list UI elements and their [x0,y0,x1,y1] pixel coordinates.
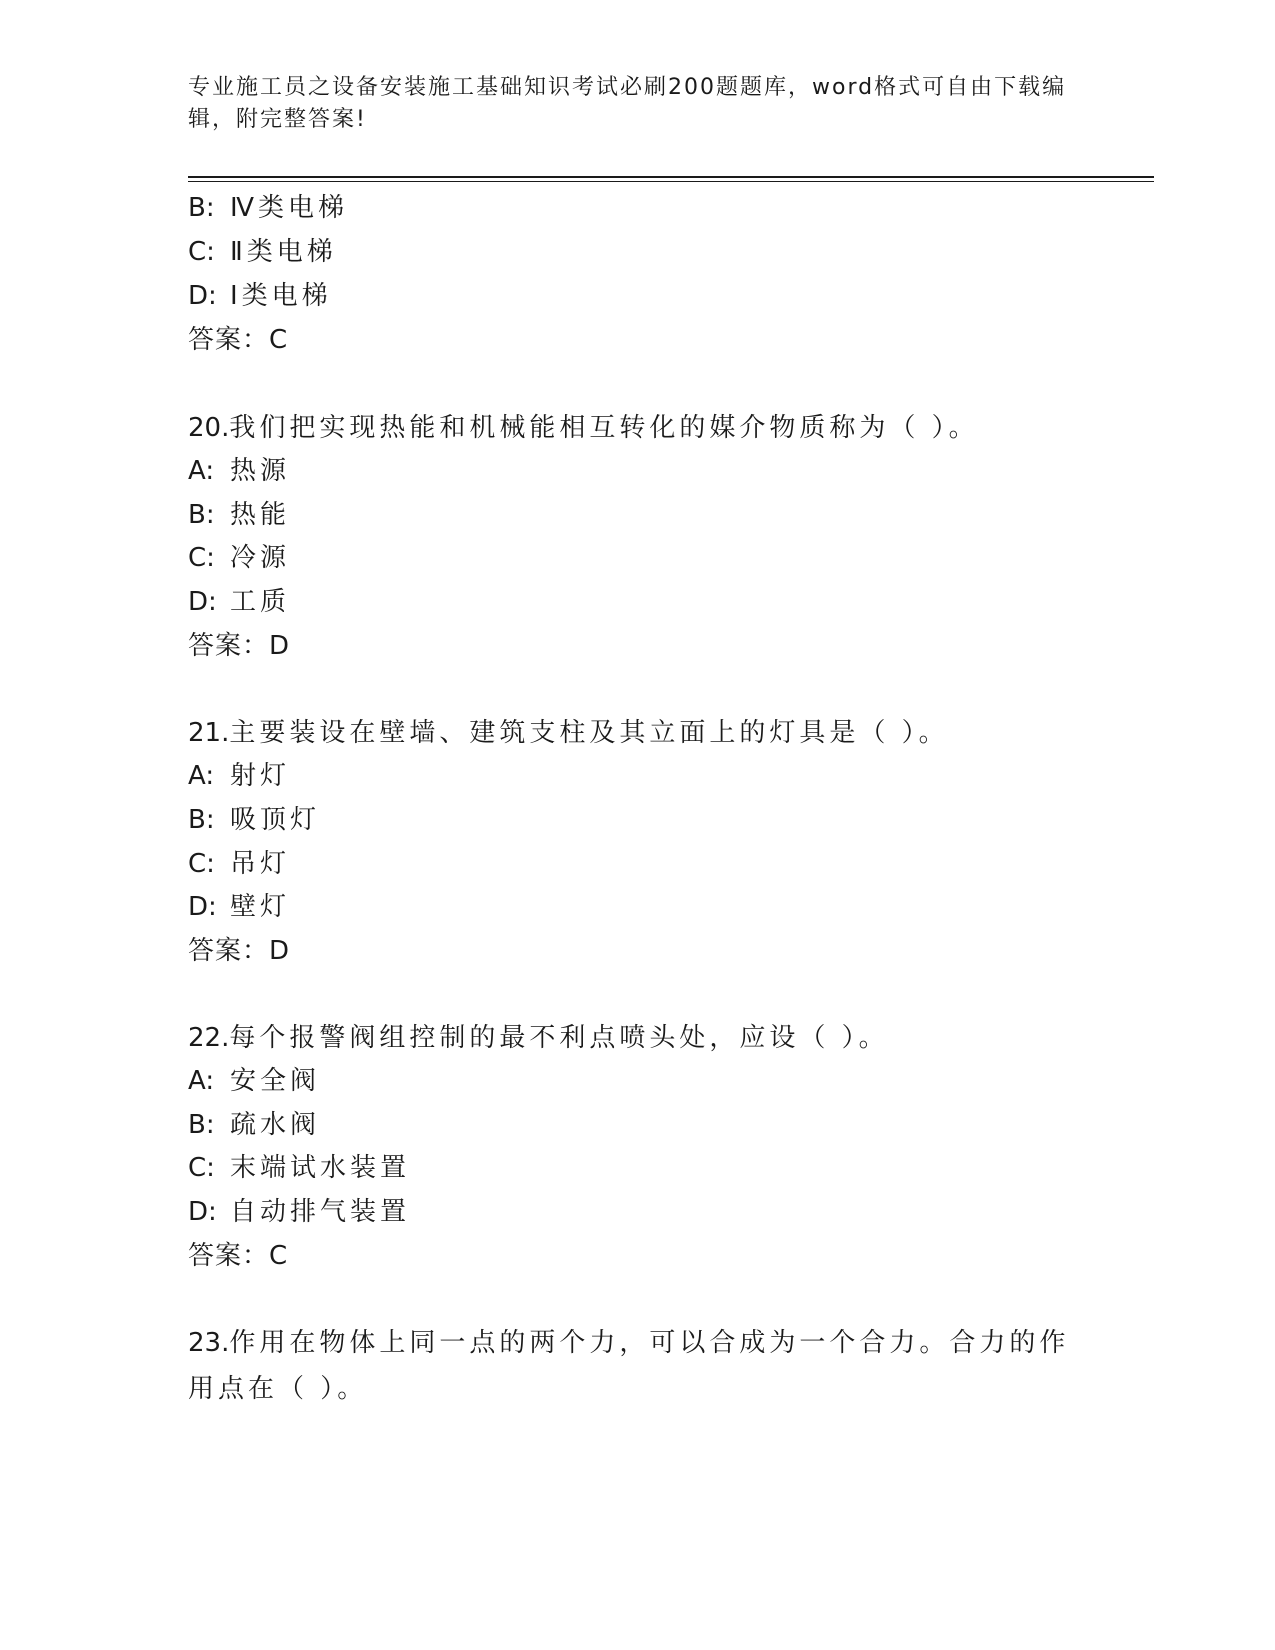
q19-option-d [188,280,332,312]
option-label: C: [188,1153,215,1183]
q22-option-d [188,1196,410,1228]
q21-option-a [188,760,290,792]
option-label: D: [188,1197,217,1227]
q20-option-d [188,586,290,618]
option-label: C: [188,849,215,879]
q20-answer: 答案：D [188,631,291,661]
q22-answer: 答案：C [188,1241,289,1271]
option-label: D: [188,587,217,617]
q21-option-c [188,848,290,880]
question-text: 我们把实现热能和机械能相互转化的媒介物质称为（ ）。 [229,413,979,443]
option-text: 疏水阀 [230,1110,321,1140]
option-text: 热能 [230,500,291,530]
q23-question [188,1320,1088,1412]
question-text: 主要装设在壁墙、建筑支柱及其立面上的灯具是（ ）。 [229,718,949,748]
option-text: 吊灯 [230,849,291,879]
option-text: 热源 [230,456,291,486]
q22-question [188,1022,889,1054]
question-text: 作用在物体上同一点的两个力，可以合成为一个合力。合力的作用点在（ ）。 [188,1328,1070,1404]
question-number: 21. [188,718,230,748]
option-text: Ⅰ类电梯 [230,281,332,311]
option-text: 自动排气装置 [230,1197,411,1227]
option-label: A: [188,1066,215,1096]
option-label: D: [188,281,217,311]
option-text: Ⅳ类电梯 [230,193,348,223]
question-text: 每个报警阀组控制的最不利点喷头处，应设（ ）。 [229,1023,889,1053]
question-number: 23. [188,1328,230,1358]
option-text: 末端试水装置 [230,1153,411,1183]
q19-option-c [188,236,337,268]
q21-option-d [188,891,290,923]
option-text: 工质 [230,587,291,617]
option-text: Ⅱ类电梯 [230,237,337,267]
question-number: 20. [188,413,230,443]
q20-option-c [188,542,290,574]
option-label: C: [188,543,215,573]
option-label: B: [188,500,215,530]
option-label: D: [188,892,217,922]
option-text: 吸顶灯 [230,805,321,835]
option-label: B: [188,1110,215,1140]
q22-option-c [188,1152,410,1184]
q22-option-b [188,1109,320,1141]
q20-option-a [188,455,290,487]
q20-option-b [188,499,290,531]
option-label: B: [188,193,215,223]
q19-answer: 答案：C [188,325,289,355]
option-label: C: [188,237,215,267]
option-text: 射灯 [230,761,291,791]
document-header: 专业施工员之设备安装施工基础知识考试必刷200题题库，word格式可自由下载编辑，附完整答案! [188,75,1067,132]
header-divider-thin [188,181,1154,182]
option-label: B: [188,805,215,835]
option-label: A: [188,456,215,486]
q21-question [188,717,949,749]
q21-answer: 答案：D [188,936,291,966]
question-number: 22. [188,1023,230,1053]
option-label: A: [188,761,215,791]
option-text: 壁灯 [230,892,291,922]
q21-option-b [188,804,320,836]
option-text: 安全阀 [230,1066,321,1096]
q22-option-a [188,1065,320,1097]
header-divider-thick [188,176,1154,178]
option-text: 冷源 [230,543,291,573]
q20-question [188,412,979,444]
q19-option-b [188,192,348,224]
